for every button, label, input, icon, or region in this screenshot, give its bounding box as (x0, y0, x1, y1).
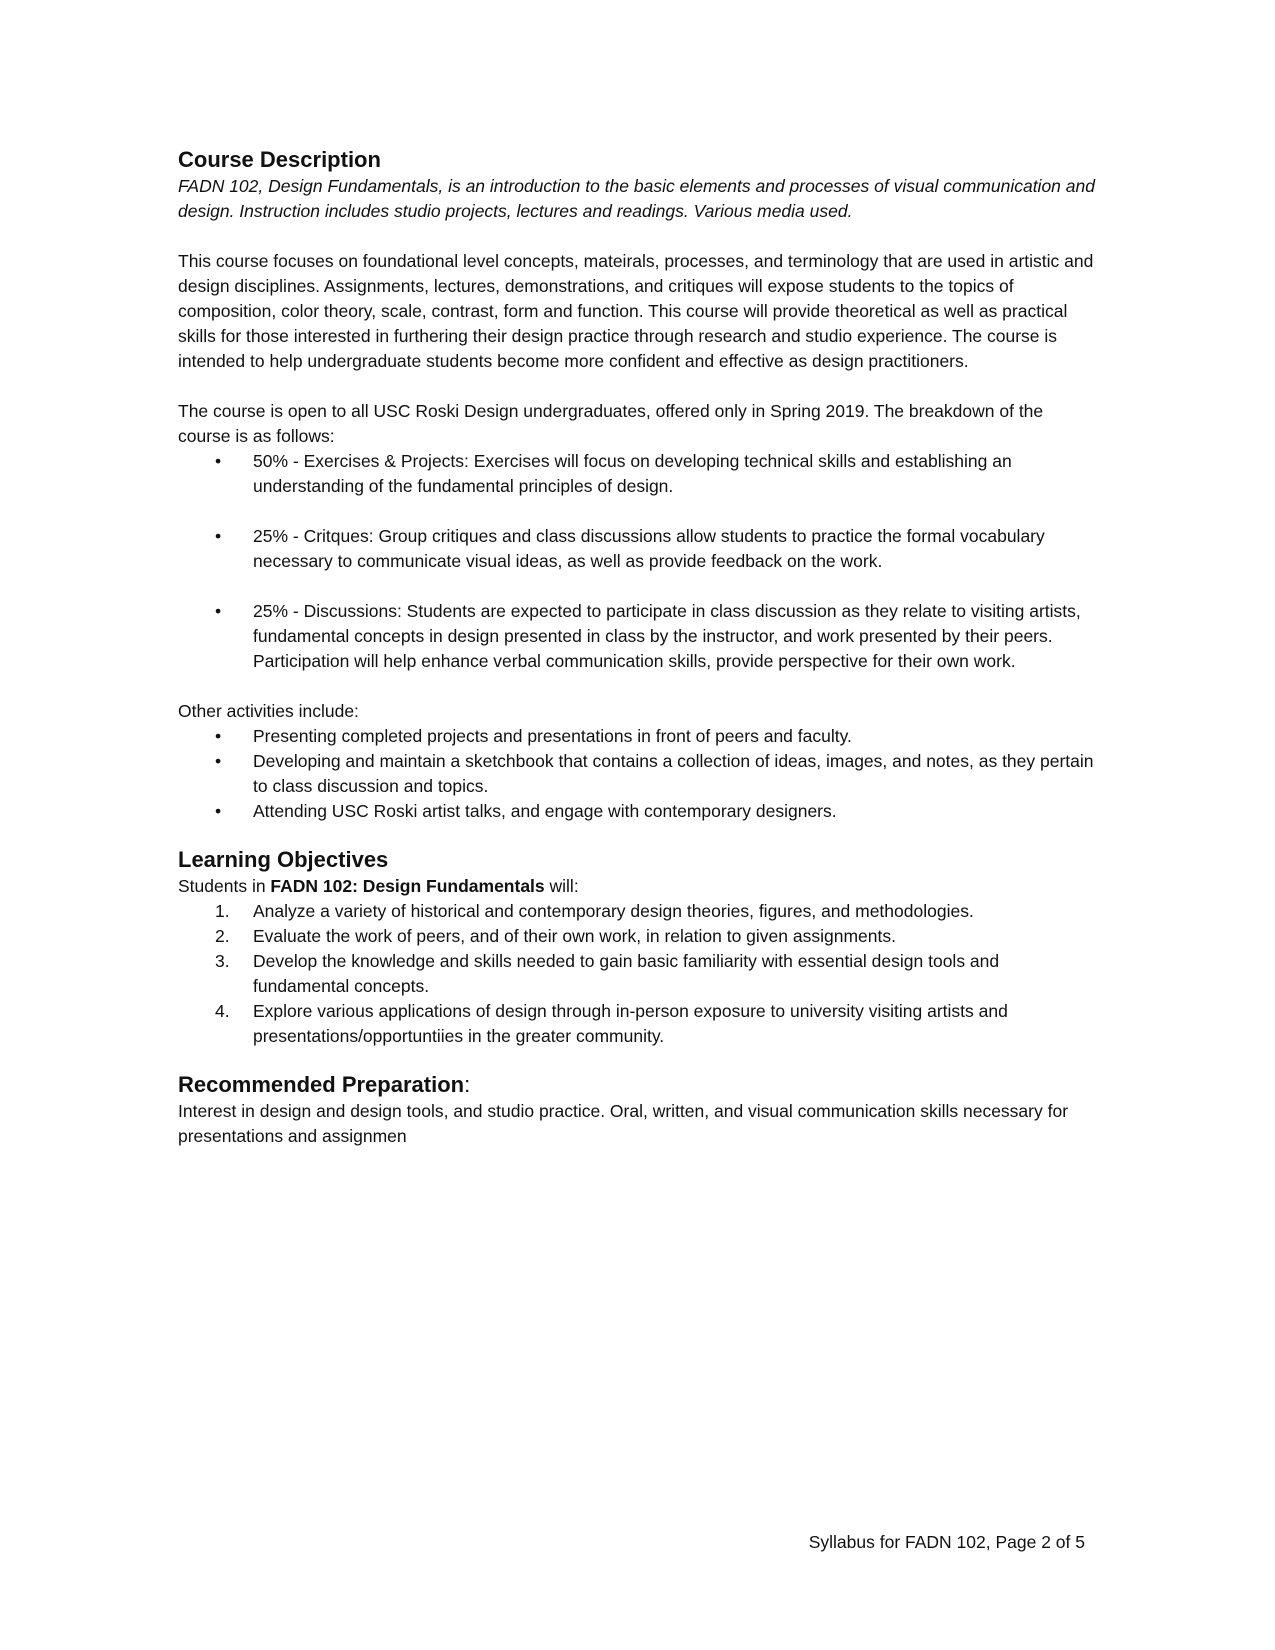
list-item (178, 724, 1098, 749)
activity-item-text: Attending USC Roski artist talks, and engage with contemporary designers. (253, 801, 837, 821)
activity-item-text: Presenting completed projects and presentations in front of peers and faculty. (253, 726, 852, 746)
course-intro: FADN 102, Design Fundamentals, is an introduction to the basic elements and processes of visual communication and design. Instruction includes studio projects, lectures and readings. Various media used. (178, 176, 1095, 221)
objective-text: Analyze a variety of historical and contemporary design theories, figures, and methodologies. (253, 901, 974, 921)
objective-number: 1. (215, 901, 230, 921)
breakdown-item-text: 50% - Exercises & Projects: Exercises will focus on developing technical skills and establishing an understanding of the fundamental principles of design. (253, 451, 1012, 496)
list-item (178, 749, 1098, 799)
list-item (178, 924, 1098, 949)
course-paragraph-2: The course is open to all USC Roski Design undergraduates, offered only in Spring 2019. The breakdown of the course is as follows: (178, 401, 1044, 446)
recommended-preparation-heading (178, 1071, 1098, 1099)
other-activities-heading: Other activities include: (178, 701, 359, 721)
recommended-preparation-title: Recommended Preparation (178, 1072, 465, 1097)
list-item (178, 524, 1098, 574)
list-item (178, 949, 1098, 999)
learning-objectives-heading: Learning Objectives (178, 847, 389, 872)
lead-before: Students in (178, 876, 271, 896)
breakdown-list (178, 449, 1098, 674)
bullet-icon: • (215, 526, 222, 546)
breakdown-item-text: 25% - Critques: Group critiques and class discussions allow students to practice the formal vocabulary necessary to communicate visual ideas, as well as provide feedback on the work. (253, 526, 1045, 571)
course-paragraph-1: This course focuses on foundational level concepts, mateirals, processes, and terminology that are used in artistic and design disciplines. Assignments, lectures, demonstrations, and critiques will expose students to the topics of composition, color theory, scale, contrast, form and function. This course will provide theoretical as well as practical skills for those interested in furthering their design practice through research and studio experience. The course is intended to help undergraduate students become more confident and effective as design practitioners. (178, 251, 1094, 371)
lead-course-name: FADN 102: Design Fundamentals (270, 876, 545, 896)
list-item (178, 999, 1098, 1049)
objective-text: Explore various applications of design through in-person exposure to university visiting artists and presentations/opportuntiies in the greater community. (253, 1001, 1008, 1046)
bullet-icon: • (215, 601, 222, 621)
list-item (178, 449, 1098, 499)
bullet-icon: • (215, 451, 222, 471)
recommended-preparation-text: Interest in design and design tools, and studio practice. Oral, written, and visual communication skills necessary for presentations and assignmen (178, 1101, 1069, 1146)
learning-objectives-lead (178, 874, 1098, 899)
lead-after: will: (544, 876, 579, 896)
list-item (178, 599, 1098, 674)
bullet-icon: • (215, 801, 222, 821)
heading-colon: : (464, 1072, 471, 1097)
objective-text: Evaluate the work of peers, and of their own work, in relation to given assignments. (253, 926, 896, 946)
activity-item-text: Developing and maintain a sketchbook that contains a collection of ideas, images, and notes, as they pertain to class discussion and topics. (253, 751, 1094, 796)
objective-number: 3. (215, 951, 230, 971)
page-footer: Syllabus for FADN 102, Page 2 of 5 (808, 1532, 1085, 1552)
breakdown-item-text: 25% - Discussions: Students are expected to participate in class discussion as they relate to visiting artists, fundamental concepts in design presented in class by the instructor, and work presented by their peers. Participation will help enhance verbal communication skills, provide perspective for their own work. (253, 601, 1081, 671)
list-item (178, 799, 1098, 824)
list-item (178, 899, 1098, 924)
course-description-heading: Course Description (178, 147, 381, 172)
syllabus-page (178, 146, 1098, 1149)
objective-text: Develop the knowledge and skills needed to gain basic familiarity with essential design tools and fundamental concepts. (253, 951, 1000, 996)
objective-number: 2. (215, 926, 230, 946)
bullet-icon: • (215, 751, 222, 771)
other-activities-list (178, 724, 1098, 824)
bullet-icon: • (215, 726, 222, 746)
objectives-list (178, 899, 1098, 1049)
objective-number: 4. (215, 1001, 230, 1021)
